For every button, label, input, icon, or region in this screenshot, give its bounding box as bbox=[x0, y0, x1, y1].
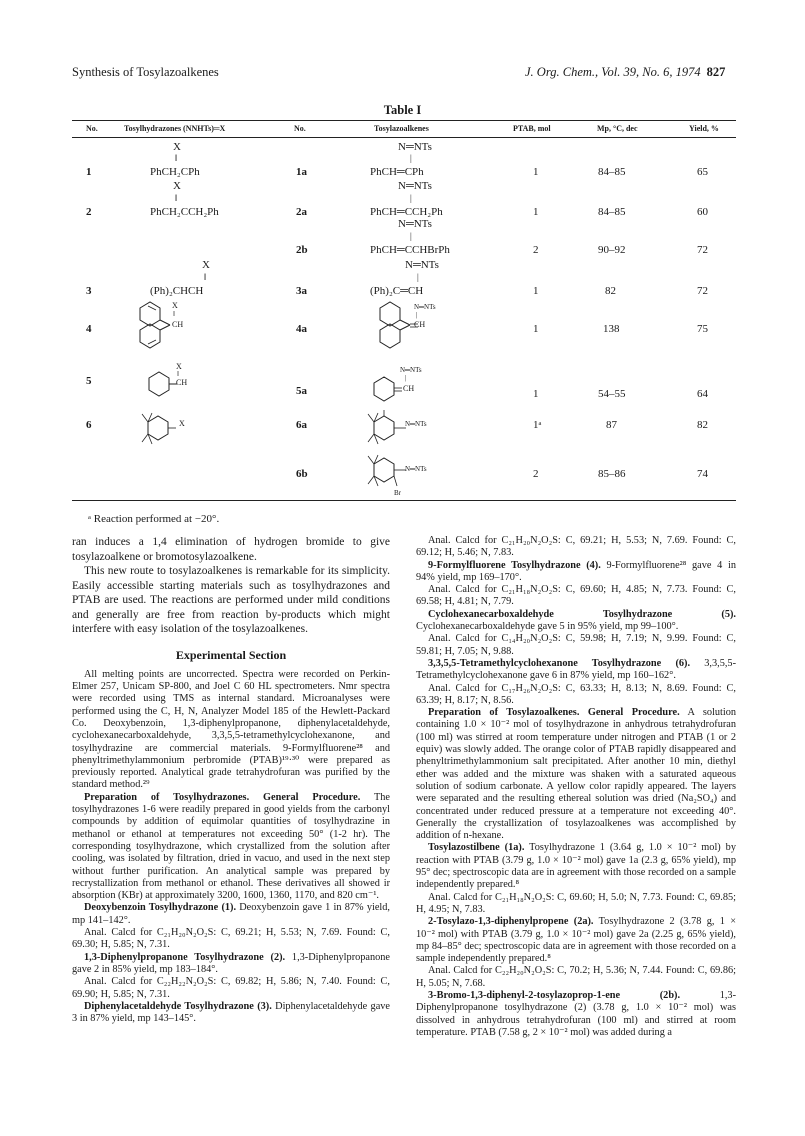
paragraph bbox=[416, 658, 736, 683]
section-heading: Experimental Section bbox=[175, 647, 287, 662]
double-bond-mark: ‖ bbox=[173, 310, 175, 318]
yield-value: 72 bbox=[697, 244, 708, 256]
hydrazone-formula: PhCH₂CPh bbox=[150, 166, 200, 178]
paragraph-body: The tosylhydrazones 1-6 were readily prepared in good yields from the carbonyl compounds by addition of equimolar quantities of tosylhydrazine in methanol or ethanol at temperatures not exceeding 50° (1-2 hr). The corresponding tosylhydrazone, which crystallized from the solution after cooling, was isolated by filtration, dried in vacuo, and used in the next step without further purification. An analytical sample was prepared by recrystallization from methanol or ethanol. These derivatives all showed ir absorption (KBr) at approximately 3200, 1600, 1360, 1170, and 820 cm⁻¹. bbox=[72, 791, 390, 902]
yield-value: 74 bbox=[697, 468, 708, 480]
paragraph bbox=[416, 916, 736, 965]
analysis-paragraph: Anal. Calcd for C₂₁H₂₀N₂O₂S: C, 69.21; H, 5.53; N, 7.69. Found: C, 69.30; H, 5.85; N, 7.31. bbox=[72, 927, 390, 951]
azo-group-label: N═NTs bbox=[400, 366, 422, 374]
hydrazone-x-label: X bbox=[172, 301, 178, 310]
journal-citation: J. Org. Chem., Vol. 39, No. 6, 1974 bbox=[525, 65, 701, 79]
paragraph bbox=[72, 792, 390, 903]
product-number: 6b bbox=[296, 468, 308, 480]
paragraph-heading: Cyclohexanecarboxaldehyde Tosylhydrazone (5). bbox=[428, 608, 736, 620]
yield-value: 72 bbox=[697, 285, 708, 297]
tetramethylcyclohexylidene-diagram bbox=[364, 410, 416, 446]
ptab-value: 2 bbox=[533, 468, 539, 480]
paragraph-body: 1,3-Diphenylpropanone tosylhydrazone (2) (3.78 g, 1.0 × 10⁻² mol) was dissolved in anhydrous tetrahydrofuran (100 ml) and stirred at room temperature. PTAB (7.58 g, 2 × 10⁻² mol) was added during a bbox=[416, 989, 736, 1038]
paragraph: This new route to tosylazoalkenes is remarkable for its simplicity. Easily accessible starting materials such as tosylhydrazones and PTAB are used. The reactions are performed under mild conditions and generally are free from reaction by-products which might interfere with easy isolation of the tosylazoalkenes. bbox=[72, 565, 390, 635]
azo-group-label: N═NTs bbox=[398, 218, 432, 230]
single-bond-mark: | bbox=[416, 311, 418, 319]
single-bond-mark: | bbox=[405, 374, 407, 382]
analysis-paragraph: Anal. Calcd for C₂₁H₁₈N₂O₂S: C, 69.60; H, 4.85; N, 7.73. Found: C, 69.58; H, 4.81; N, 7.79. bbox=[416, 584, 736, 608]
paragraph-heading: 1,3-Diphenylpropanone Tosylhydrazone (2). bbox=[84, 951, 286, 963]
hydrazone-ch-label: CH bbox=[176, 378, 188, 387]
ptab-value: 1 bbox=[533, 166, 539, 178]
paragraph bbox=[72, 1001, 390, 1026]
analysis-paragraph: Anal. Calcd for C₂₂H₂₀N₂O₂S: C, 70.2; H, 5.36; N, 7.44. Found: C, 69.86; H, 5.05; N, 7.68. bbox=[416, 965, 736, 989]
row-number: 2 bbox=[86, 206, 92, 218]
paragraph-heading: Diphenylacetaldehyde Tosylhydrazone (3). bbox=[84, 1000, 272, 1012]
paragraph-heading: 9-Formylfluorene Tosylhydrazone (4). bbox=[428, 559, 601, 571]
analysis-paragraph: Anal. Calcd for C₂₁H₂₀N₂O₂S: C, 69.21; H, 5.53; N, 7.69. Found: C, 69.12; H, 5.46; N, 7.83. bbox=[416, 535, 736, 559]
hydrazone-x-label: X bbox=[173, 180, 181, 192]
analysis-paragraph: Anal. Calcd for C₂₁H₁₈N₂O₂S: C, 69.60; H, 5.0; N, 7.73. Found: C, 69.85; H, 4.95; N, 7.83. bbox=[416, 891, 736, 915]
col-header-no-2: No. bbox=[294, 124, 306, 133]
ptab-value: 1 bbox=[533, 285, 539, 297]
paragraph-heading: 3,3,5,5-Tetramethylcyclohexanone Tosylhydrazone (6). bbox=[428, 657, 691, 669]
paragraph: ran induces a 1,4 elimination of hydrogen bromide to give tosylazoalkene or bromotosylazoalkene. bbox=[72, 536, 390, 563]
col-header-no: No. bbox=[86, 124, 98, 133]
single-bond-mark: | bbox=[410, 153, 412, 163]
paragraph-body: 9-Formylfluorene²⁸ gave 4 in 94% yield, mp 169–170°. bbox=[416, 559, 736, 583]
table-bottom-rule bbox=[72, 500, 736, 501]
ptab-value: 2 bbox=[533, 244, 539, 256]
hydrazone-formula: (Ph)₂CHCH bbox=[150, 285, 204, 297]
col-header-yield: Yield, % bbox=[689, 124, 719, 133]
paragraph-heading: Preparation of Tosylazoalkenes. General Procedure. bbox=[428, 707, 680, 719]
paragraph-body: Diphenylacetaldehyde gave 3 in 87% yield, mp 143–145°. bbox=[72, 1000, 390, 1025]
paragraph-heading: 3-Bromo-1,3-diphenyl-2-tosylazoprop-1-ene (2b). bbox=[428, 989, 681, 1001]
table-title: Table I bbox=[383, 103, 422, 117]
product-number: 3a bbox=[296, 285, 307, 297]
paragraph bbox=[416, 707, 736, 842]
hydrazone-x-label: X bbox=[179, 419, 185, 428]
paragraph bbox=[416, 842, 736, 891]
single-bond-mark: | bbox=[410, 231, 412, 241]
paragraph-body: A solution containing 1.0 × 10⁻² mol of tosylhydrazone in anhydrous tetrahydrofuran (100 ml) was stirred at room temperature under nitrogen and PTAB (1 or 2 equiv) was slowly added. The orange color of PTAB rapidly disappeared and phenyltrimethylammonium salt precipitated. After another 10 min, diethyl ether was added and the mixture was shaken with a saturated aqueous solution of sodium carbonate. A yellow color rapidly appeared. The layers were separated and the resulting ethereal solution was dried (Na₂SO₄) and concentrated under reduced pressure at a temperature not exceeding 40°. Generally the crystallization of tosylazoalkenes was accomplished by addition of n-hexane. bbox=[416, 707, 736, 842]
yield-value: 75 bbox=[697, 323, 708, 335]
hydrazone-x-label: X bbox=[202, 259, 210, 271]
row-number: 6 bbox=[86, 419, 92, 431]
product-number: 2a bbox=[296, 206, 307, 218]
azoalkene-formula: PhCH═CPh bbox=[370, 166, 424, 178]
mp-value: 54–55 bbox=[598, 388, 626, 400]
table-footnote: ᵃ Reaction performed at −20°. bbox=[88, 513, 220, 525]
running-head-journal bbox=[525, 65, 725, 80]
azoalkene-ch-label: CH bbox=[414, 320, 426, 329]
product-number: 1a bbox=[296, 166, 307, 178]
hydrazone-x-label: X bbox=[176, 362, 182, 371]
ptab-value: 1ᵃ bbox=[533, 419, 542, 431]
paragraph-body: Tosylhydrazone 1 (3.64 g, 1.0 × 10⁻² mol) by reaction with PTAB (3.79 g, 1.0 × 10⁻² mol) gave 1a (2.3 g, 65% yield), mp 95° dec; spectroscopic data are in agreement with those recorded on a sample independently prepared.⁸ bbox=[416, 842, 736, 891]
col-header-tosylhydrazones: Tosylhydrazones (NNHTs)═X bbox=[124, 124, 226, 133]
hydrazone-formula: PhCH₂CCH₂Ph bbox=[150, 206, 219, 218]
ptab-value: 1 bbox=[533, 323, 539, 335]
double-bond-mark: ‖ bbox=[175, 193, 178, 203]
paragraph bbox=[72, 952, 390, 977]
yield-value: 60 bbox=[697, 206, 708, 218]
paragraph bbox=[416, 560, 736, 585]
hydrazone-x-label: X bbox=[173, 141, 181, 153]
paragraph bbox=[416, 609, 736, 634]
yield-value: 64 bbox=[697, 388, 708, 400]
ptab-value: 1 bbox=[533, 388, 539, 400]
cyclohexylidene-ring-diagram bbox=[370, 373, 406, 405]
row-number: 4 bbox=[86, 323, 92, 335]
page-number: 827 bbox=[706, 65, 726, 79]
paragraph bbox=[416, 990, 736, 1039]
tetramethylcyclohexane-diagram bbox=[138, 410, 190, 446]
left-column bbox=[72, 535, 390, 1025]
col-header-tosylazoalkenes: Tosylazoalkenes bbox=[374, 124, 429, 133]
col-header-ptab: PTAB, mol bbox=[513, 124, 551, 133]
hydrazone-ch-label: CH bbox=[172, 320, 184, 329]
product-number: 2b bbox=[296, 244, 308, 256]
bromo-substituent-label: Br bbox=[394, 489, 401, 497]
paragraph-body: Cyclohexanecarboxaldehyde gave 5 in 95% yield, mp 99–100°. bbox=[416, 621, 679, 633]
running-head-title: Synthesis of Tosylazoalkenes bbox=[72, 65, 219, 79]
yield-value: 65 bbox=[697, 166, 708, 178]
row-number: 5 bbox=[86, 375, 92, 387]
product-number: 4a bbox=[296, 323, 307, 335]
row-number: 1 bbox=[86, 166, 92, 178]
mp-value: 85–86 bbox=[598, 468, 626, 480]
double-bond-mark: ‖ bbox=[177, 370, 179, 378]
paragraph bbox=[72, 902, 390, 927]
col-header-mp: Mp, °C, dec bbox=[597, 124, 638, 133]
azo-group-label: N═NTs bbox=[405, 465, 427, 473]
product-number: 6a bbox=[296, 419, 307, 431]
paragraph: All melting points are uncorrected. Spectra were recorded on Perkin-Elmer 257, Unicam SP-800, and Joel C 60 HL spectrometers. Nmr spectra were recorded using TMS as internal standard. Microanalyses were performed using the C, H, N, Analyzer Model 185 of the Hewlett-Packard Co. Deoxybenzoin, 1,3-diphenylpropanone, diphenylacetaldehyde, cyclohexanecarboxaldehyde, 3,3,5,5-tetramethylcyclohexanone, and tosylhydrazine are commercial materials. 9-Formylfluorene²⁸ and phenyltrimethylammonium perbromide (PTAB)¹⁹·³⁰ were prepared as previously reported. Analytical grade tetrahydrofuran was purified by the standard method.²⁹ bbox=[72, 668, 390, 791]
right-column bbox=[416, 535, 736, 1039]
paragraph-body: 3,3,5,5-Tetramethylcyclohexanone gave 6 in 87% yield, mp 160–162°. bbox=[416, 657, 736, 682]
double-bond-mark: ‖ bbox=[204, 272, 207, 282]
paragraph-heading: 2-Tosylazo-1,3-diphenylpropene (2a). bbox=[428, 916, 594, 928]
table-header-rule bbox=[72, 137, 736, 138]
paragraph-heading: Deoxybenzoin Tosylhydrazone (1). bbox=[84, 902, 237, 914]
azoalkene-ch-label: CH bbox=[403, 384, 415, 393]
paragraph-heading: Tosylazostilbene (1a). bbox=[428, 842, 525, 854]
row-number: 3 bbox=[86, 285, 92, 297]
paragraph-heading: Preparation of Tosylhydrazones. General Procedure. bbox=[84, 791, 361, 803]
table-top-rule bbox=[72, 120, 736, 121]
analysis-paragraph: Anal. Calcd for C₁₇H₂₆N₂O₂S: C, 63.33; H, 8.13; N, 8.69. Found: C, 63.39; H, 8.17; N, 8.56. bbox=[416, 682, 736, 706]
analysis-paragraph: Anal. Calcd for C₂₂H₂₂N₂O₂S: C, 69.82; H, 5.86; N, 7.40. Found: C, 69.90; H, 5.85; N, 7.31. bbox=[72, 976, 390, 1000]
azoalkene-formula: PhCH═CCH₂Ph bbox=[370, 206, 443, 218]
single-bond-mark: | bbox=[410, 193, 412, 203]
ptab-value: 1 bbox=[533, 206, 539, 218]
azo-group-label: N═NTs bbox=[405, 259, 439, 271]
mp-value: 84–85 bbox=[598, 206, 626, 218]
mp-value: 90–92 bbox=[598, 244, 626, 256]
azo-group-label: N═NTs bbox=[398, 180, 432, 192]
azo-group-label: N═NTs bbox=[398, 141, 432, 153]
mp-value: 87 bbox=[606, 419, 617, 431]
mp-value: 82 bbox=[605, 285, 616, 297]
yield-value: 82 bbox=[697, 419, 708, 431]
paragraph-body: 1,3-Diphenylpropanone gave 2 in 85% yield, mp 183–184°. bbox=[72, 951, 390, 975]
mp-value: 138 bbox=[603, 323, 620, 335]
mp-value: 84–85 bbox=[598, 166, 626, 178]
analysis-paragraph: Anal. Calcd for C₁₄H₂₀N₂O₂S: C, 59.98; H, 7.19; N, 9.99. Found: C, 59.81; H, 7.05; N, 9.88. bbox=[416, 633, 736, 657]
double-bond-mark: ‖ bbox=[175, 153, 178, 163]
single-bond-mark: | bbox=[417, 272, 419, 282]
product-number: 5a bbox=[296, 385, 307, 397]
azo-group-label: N═NTs bbox=[414, 303, 436, 311]
azoalkene-formula: PhCH═CCHBrPh bbox=[370, 244, 450, 256]
azoalkene-formula: (Ph)₂C═CH bbox=[370, 285, 424, 297]
paragraph-body: Tosylhydrazone 2 (3.78 g, 1 × 10⁻² mol) with PTAB (3.79 g, 1.0 × 10⁻² mol) gave 2a (2.25 g, 65% yield), mp 84–85° dec; spectroscopic data are in agreement with those recorded on a sample independently prepared.⁸ bbox=[416, 916, 737, 965]
azo-group-label: N═NTs bbox=[405, 420, 427, 428]
paragraph-body: Deoxybenzoin gave 1 in 87% yield, mp 141–142°. bbox=[72, 902, 390, 926]
